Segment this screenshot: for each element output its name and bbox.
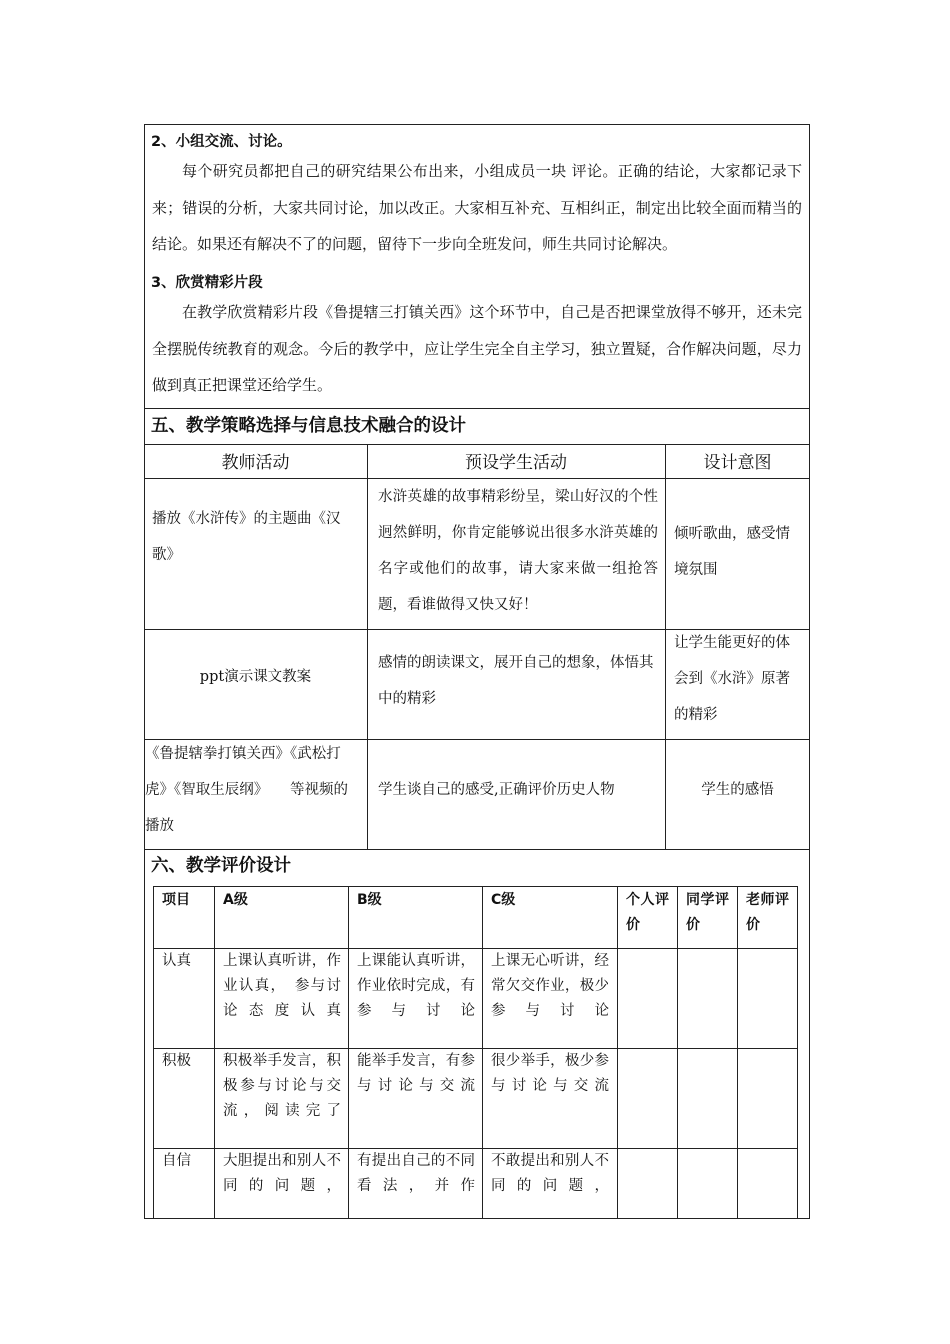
strategy-cell: 学生的感悟 [701,782,774,798]
divider [144,408,810,409]
strategy-cell: 感情的朗读课文，展开自己的想象，体悟其中的精彩 [378,655,654,707]
table-line [153,886,154,1218]
strategy-cell: ppt演示课文教案 [199,669,312,685]
eval-header-teacher: 老师评价 [746,892,789,933]
section-2-heading: 2、小组交流、讨论。 [151,134,292,150]
table-line [348,886,349,1218]
table-line [214,886,215,1218]
table-line [144,849,810,850]
table-line [153,886,797,887]
col-header-student: 预设学生活动 [465,453,567,473]
eval-header-c: C级 [491,892,516,908]
eval-item-label: 自信 [162,1153,191,1169]
strategy-cell: 让学生能更好的体会到《水浒》原著的精彩 [674,635,790,723]
strategy-cell: 水浒英雄的故事精彩纷呈，梁山好汉的个性迥然鲜明，你肯定能够说出很多水浒英雄的名字或他们的故事，请大家来做一组抢答题，看谁做得又快又好！ [378,489,658,613]
table-line [737,886,738,1218]
eval-cell: 大胆提出和别人不同的问题， [223,1153,341,1194]
eval-header-b: B级 [357,892,382,908]
eval-item-label: 积极 [162,1053,191,1069]
table-line [677,886,678,1218]
col-header-teacher: 教师活动 [221,453,290,473]
eval-header-item: 项目 [162,892,190,908]
strategy-cell: 倾听歌曲，感受情境氛围 [674,526,790,578]
eval-cell: 上课能认真听讲，作业依时完成，有参与讨论 [357,953,475,1019]
section-3-paragraph: 在教学欣赏精彩片段《鲁提辖三打镇关西》这个环节中，自己是否把课堂放得不够开，还未完全摆脱传统教育的观念。今后的教学中，应让学生完全自主学习，独立置疑，合作解决问题，尽力做到真正把课堂还给学生。 [152,303,802,394]
eval-cell: 不敢提出和别人不同的问题， [491,1153,609,1194]
strategy-cell: 学生谈自己的感受,正确评价历史人物 [378,782,615,798]
eval-cell: 积极举手发言，积极参与讨论与交流，阅读完了 [223,1053,341,1119]
table-line [144,444,810,445]
eval-header-peer: 同学评价 [686,892,729,933]
table-line [617,886,618,1218]
eval-cell: 上课无心听讲，经常欠交作业，极少参与讨论 [491,953,609,1019]
table-line [797,886,798,1218]
table-line [367,444,368,849]
table-line [153,1218,797,1219]
evaluation-section-title: 六、教学评价设计 [151,856,291,876]
strategy-cell: 播放《水浒传》的主题曲《汉歌》 [152,511,341,563]
eval-item-label: 认真 [162,953,191,969]
table-line [482,886,483,1218]
section-2-paragraph: 每个研究员都把自己的研究结果公布出来，小组成员一块 评论。正确的结论，大家都记录下来；错误的分析，大家共同讨论，加以改正。大家相互补充、互相纠正，制定出比较全面而精当的结论。如果还有解决不了的问题，留待下一步向全班发问，师生共同讨论解决。 [152,162,802,253]
strategy-section-title: 五、教学策略选择与信息技术融合的设计 [151,416,466,436]
col-header-intent: 设计意图 [703,453,772,473]
strategy-cell: 《鲁提辖拳打镇关西》《武松打虎》《智取生辰纲》 等视频的播放 [145,746,348,834]
eval-header-self: 个人评价 [626,892,669,933]
eval-cell: 有提出自己的不同看法，并作 [357,1153,475,1194]
eval-cell: 上课认真听讲，作业认真， 参与讨论态度认真 [223,953,341,1019]
eval-cell: 很少举手，极少参与讨论与交流 [491,1053,609,1094]
eval-cell: 能举手发言，有参与讨论与交流 [357,1053,475,1094]
eval-header-a: A级 [223,892,248,908]
section-3-heading: 3、欣赏精彩片段 [151,275,263,291]
